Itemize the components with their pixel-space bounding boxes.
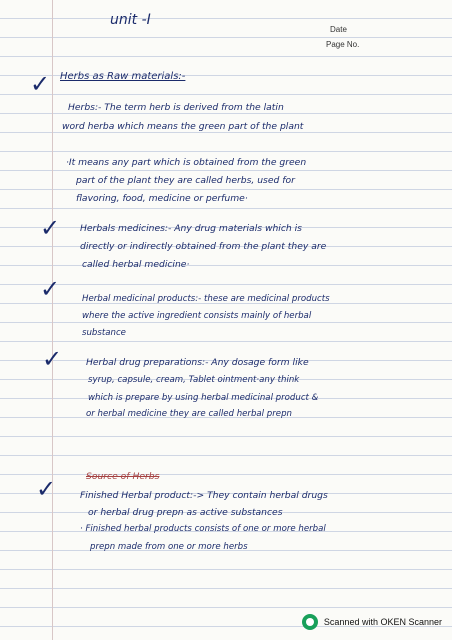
margin-line — [52, 0, 53, 640]
struck-heading: Source of Herbs — [86, 471, 160, 482]
note-line: Finished Herbal product:-> They contain herbal drugs — [80, 490, 328, 501]
note-line: called herbal medicine· — [82, 259, 190, 270]
note-line: Herbs:- The term herb is derived from the latin — [68, 102, 284, 113]
note-line: substance — [82, 328, 126, 338]
note-line: Herbals medicines:- Any drug materials which is — [80, 223, 302, 234]
note-line: Herbs as Raw materials:- — [60, 71, 186, 82]
checkmark-icon: ✓ — [40, 214, 61, 242]
oken-logo-icon — [302, 614, 318, 630]
note-line: flavoring, food, medicine or perfume· — [76, 193, 248, 204]
note-line: or herbal medicine they are called herbal prepn — [86, 409, 292, 419]
note-line: or herbal drug prepn as active substances — [88, 507, 283, 518]
page-number-label: Page No. — [326, 40, 360, 49]
note-line: which is prepare by using herbal medicinal product & — [88, 393, 319, 403]
checkmark-icon: ✓ — [30, 70, 51, 98]
note-line: where the active ingredient consists mainly of herbal — [82, 311, 312, 321]
checkmark-icon: ✓ — [36, 475, 57, 503]
note-line: Herbal drug preparations:- Any dosage form like — [86, 357, 309, 368]
checkmark-icon: ✓ — [40, 275, 61, 303]
note-line: syrup, capsule, cream, Tablet ointment·any think — [88, 375, 300, 385]
note-line: directly or indirectly obtained from the plant they are — [80, 241, 327, 252]
note-line: part of the plant they are called herbs, used for — [76, 175, 295, 186]
checkmark-icon: ✓ — [42, 345, 63, 373]
note-line: · Finished herbal products consists of one or more herbal — [80, 524, 326, 534]
scanner-watermark — [302, 614, 442, 630]
note-line: prepn made from one or more herbs — [90, 542, 248, 552]
scanner-text: Scanned with OKEN Scanner — [323, 617, 442, 627]
note-line: word herba which means the green part of the plant — [62, 121, 304, 132]
note-line: Herbal medicinal products:- these are medicinal products — [82, 294, 330, 304]
date-label: Date — [330, 25, 347, 34]
note-line: ·It means any part which is obtained from the green — [66, 157, 307, 168]
unit-heading: unit -I — [110, 12, 151, 28]
